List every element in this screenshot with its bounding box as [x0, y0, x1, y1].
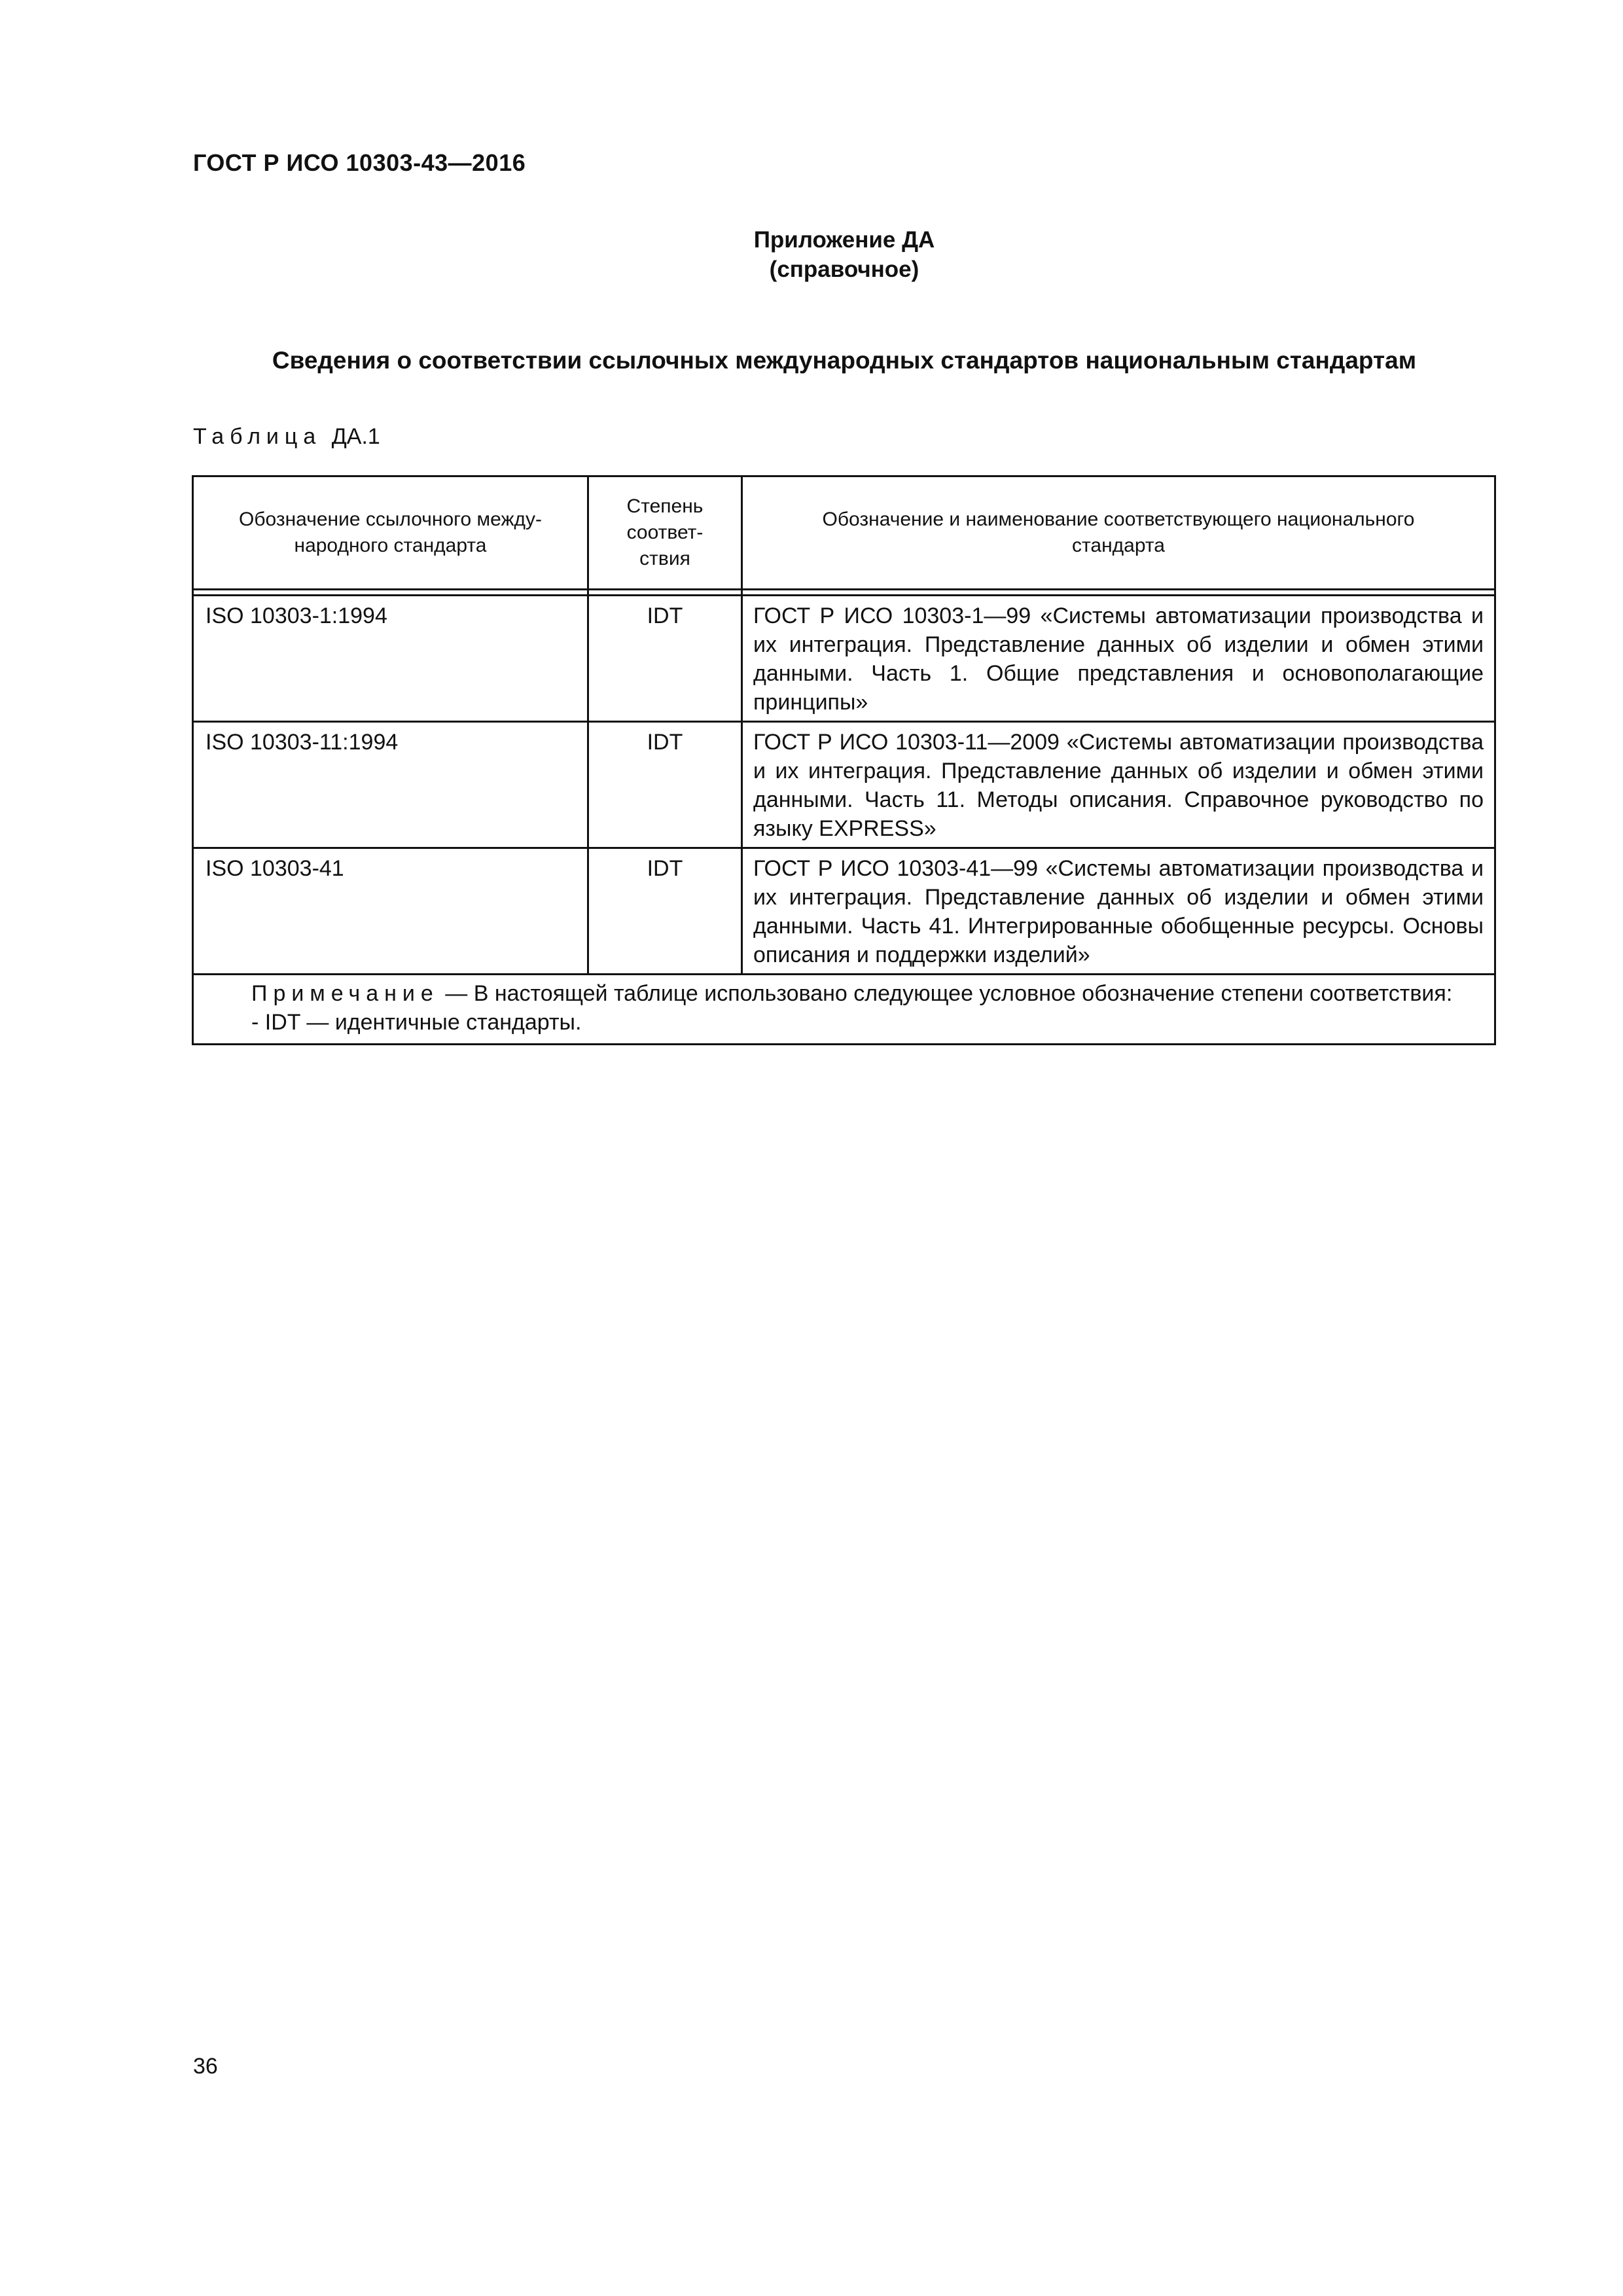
reference-standard-cell: ISO 10303-1:1994 [193, 596, 588, 722]
table-caption-label: Таблица [193, 424, 322, 449]
national-standard-cell: ГОСТ Р ИСО 10303-41—99 «Системы автоматизации производства и их интеграция. Представление данных об изделии и обмен этими данными. Часть 41. Интегрированные обобщенные ресурсы. Основы описания и поддержки изделий» [742, 848, 1495, 975]
table-note [193, 975, 1495, 1045]
table-row [193, 848, 1495, 975]
table-header-row [193, 476, 1495, 590]
header-degree: Степень соответ-ствия [588, 476, 742, 590]
standards-table [192, 475, 1496, 1045]
national-standard-cell: ГОСТ Р ИСО 10303-1—99 «Системы автоматизации производства и их интеграция. Представление данных об изделии и обмен этими данными. Часть 1. Общие представления и основополагающие принципы» [742, 596, 1495, 722]
section-title: Сведения о соответствии ссылочных международных стандартов национальным стандартам [272, 347, 1417, 374]
degree-cell: IDT [588, 722, 742, 848]
header-separator [193, 590, 1495, 596]
header-reference-standard: Обозначение ссылочного между-народного стандарта [193, 476, 588, 590]
table-caption [193, 424, 380, 450]
national-standard-cell: ГОСТ Р ИСО 10303-11—2009 «Системы автоматизации производства и их интеграция. Представление данных об изделии и обмен этими данными. Часть 11. Методы описания. Справочное руководство по языку EXPRESS» [742, 722, 1495, 848]
document-header: ГОСТ Р ИСО 10303-43—2016 [193, 149, 526, 176]
note-label: Примечание [251, 981, 439, 1006]
table-caption-number: ДА.1 [331, 424, 380, 449]
header-national-standard: Обозначение и наименование соответствующего национального стандарта [742, 476, 1495, 590]
page-number: 36 [193, 2054, 218, 2079]
note-item: - IDT — идентичные стандарты. [251, 1010, 582, 1035]
table-row [193, 722, 1495, 848]
table-note-row [193, 975, 1495, 1045]
appendix-title: Приложение ДА [753, 227, 935, 253]
degree-cell: IDT [588, 596, 742, 722]
note-text: — В настоящей таблице использовано следующее условное обозначение степени соответствия: [445, 981, 1453, 1006]
degree-cell: IDT [588, 848, 742, 975]
reference-standard-cell: ISO 10303-11:1994 [193, 722, 588, 848]
table-row [193, 596, 1495, 722]
reference-standard-cell: ISO 10303-41 [193, 848, 588, 975]
appendix-subtitle: (справочное) [769, 257, 919, 282]
